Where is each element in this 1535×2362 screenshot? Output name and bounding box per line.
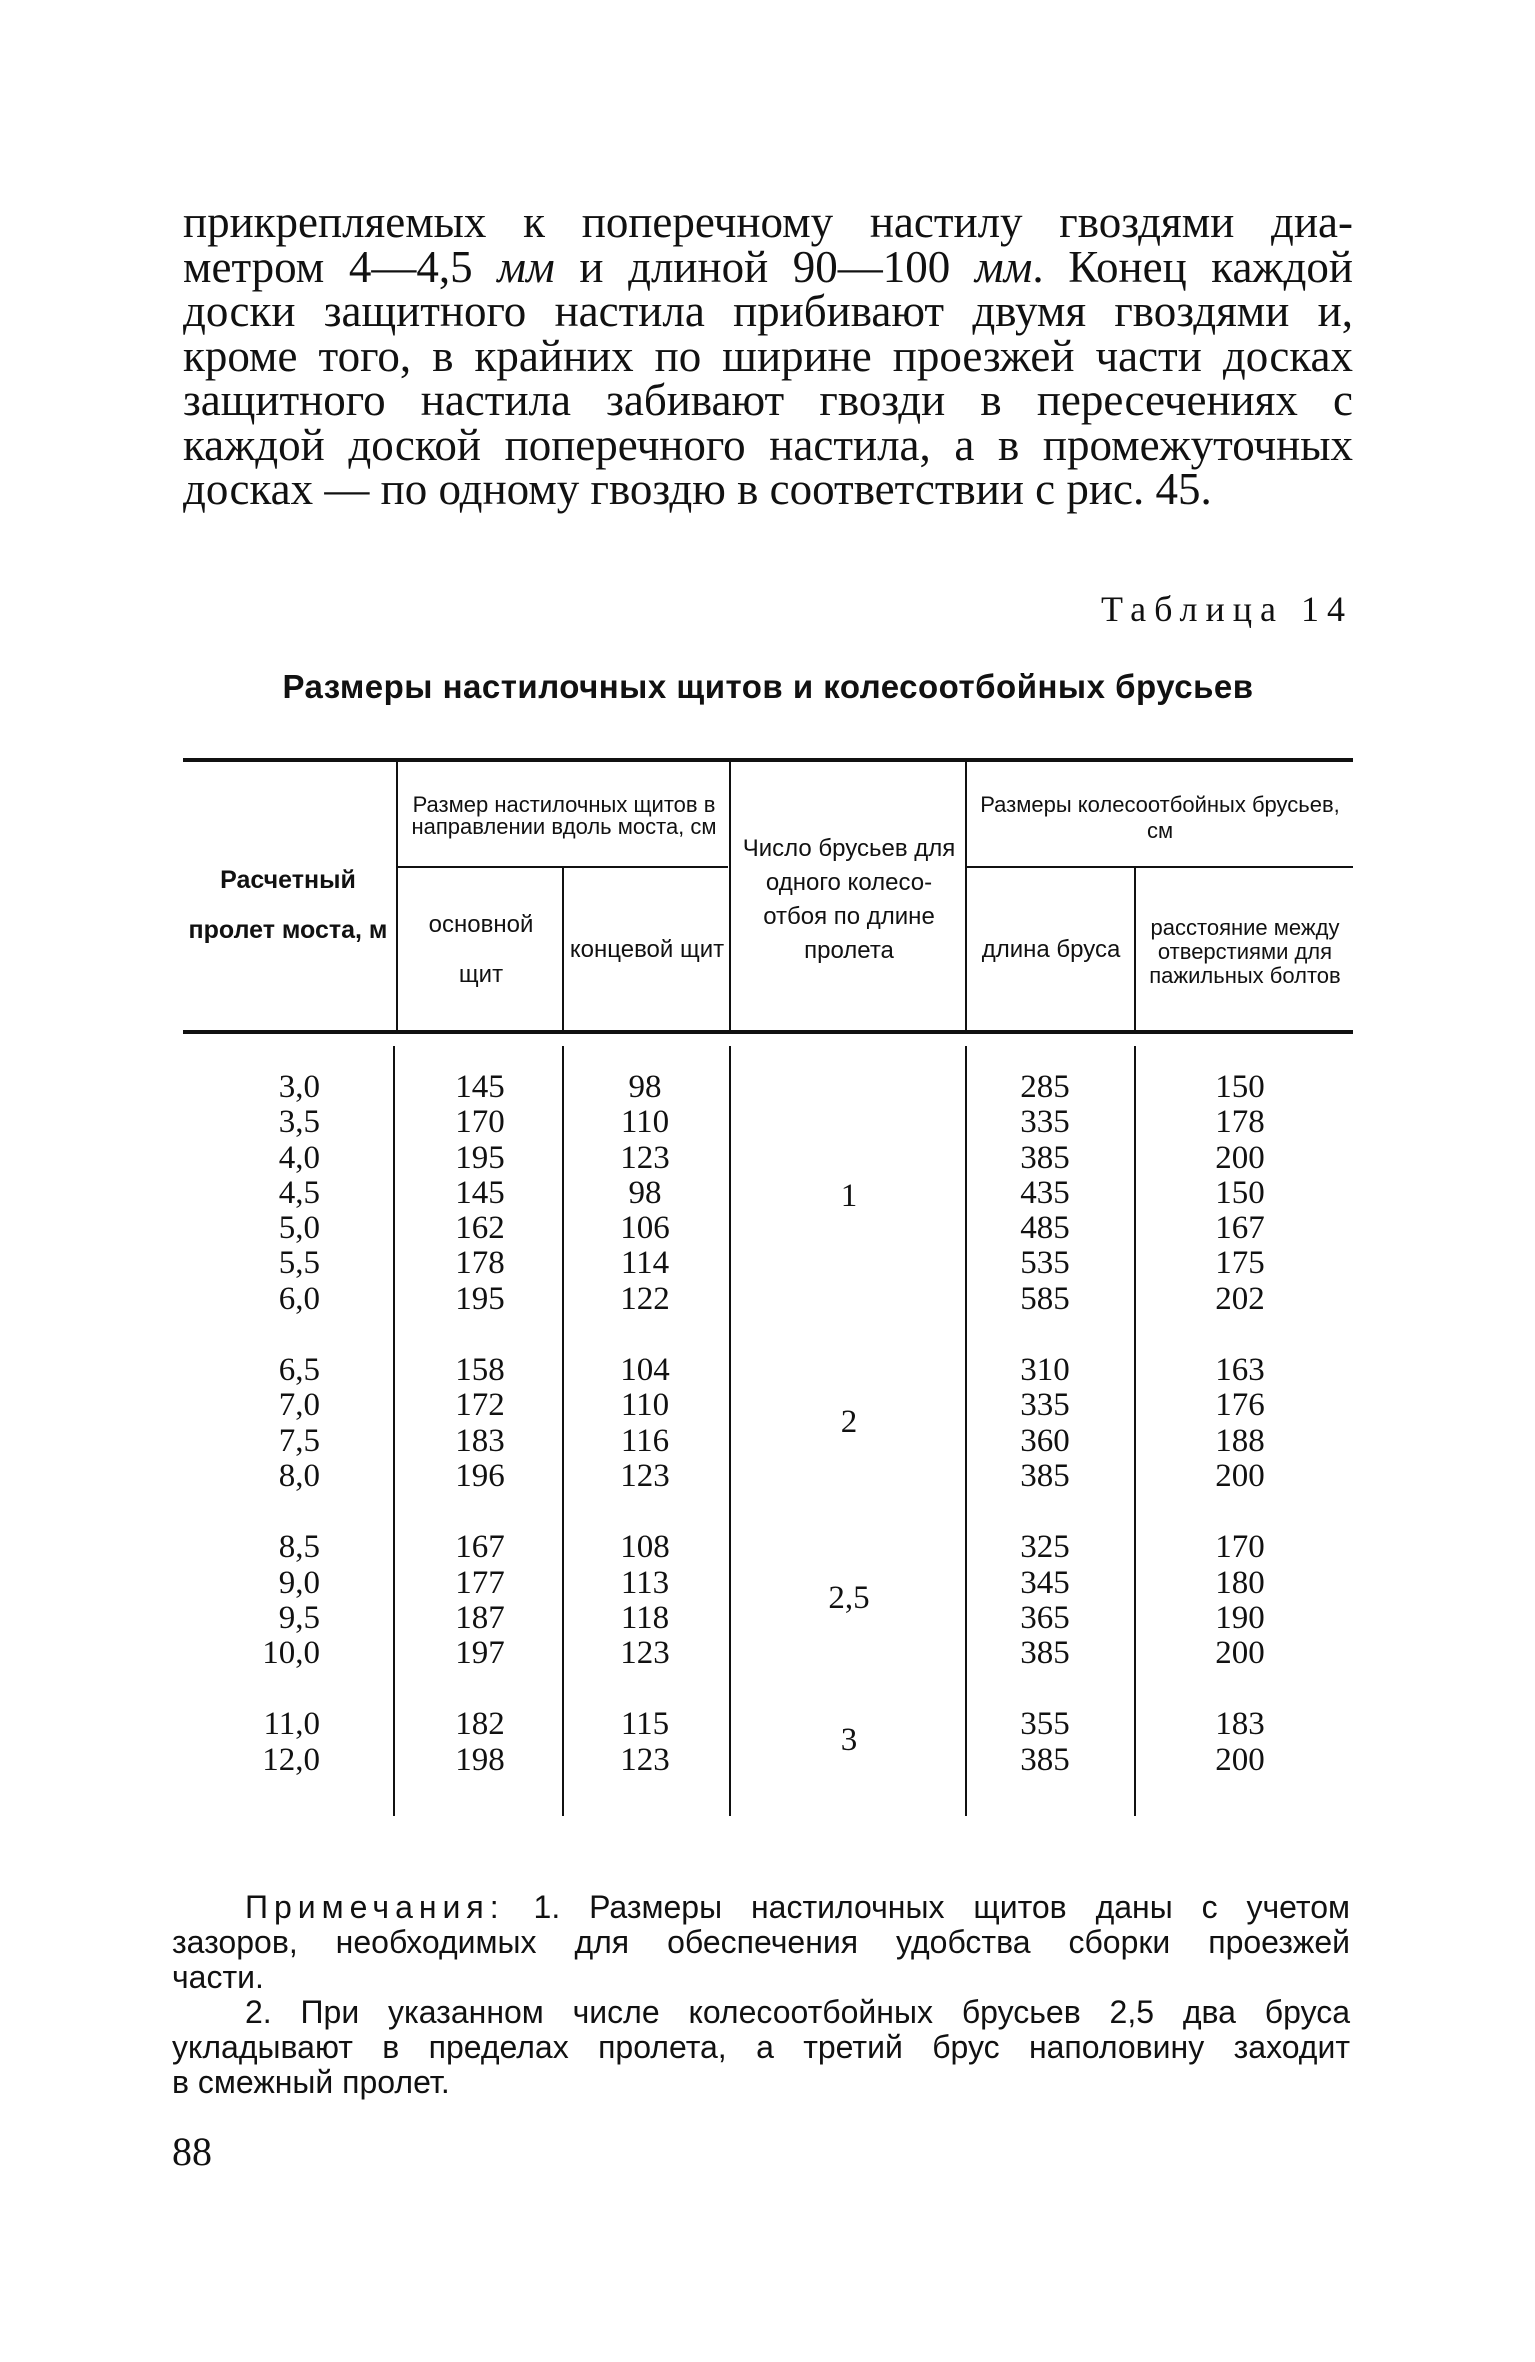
col-divider bbox=[562, 868, 564, 1030]
table-cell-main: 167 bbox=[455, 1529, 505, 1566]
group-gap bbox=[575, 1494, 715, 1530]
group-gap bbox=[200, 1671, 320, 1707]
intro-paragraph bbox=[183, 197, 1353, 514]
table-cell-end: 123 bbox=[620, 1635, 670, 1672]
header-hole-distance: расстояние между отверстиями для пажильных болтов bbox=[1149, 915, 1341, 988]
header-beam-length: длина бруса bbox=[981, 936, 1121, 963]
table-cell-length: 365 bbox=[1020, 1599, 1070, 1636]
table-cell-main: 183 bbox=[455, 1422, 505, 1459]
table-cell-main: 195 bbox=[455, 1280, 505, 1317]
table-cell-end: 106 bbox=[620, 1210, 670, 1247]
table-cell-span: 7,0 bbox=[278, 1387, 320, 1424]
table-cell-span: 8,0 bbox=[278, 1457, 320, 1494]
count-cell: 1 bbox=[840, 1178, 858, 1214]
group-gap bbox=[1165, 1494, 1315, 1530]
table-cell-length: 355 bbox=[1020, 1706, 1070, 1743]
table-cell-length: 325 bbox=[1020, 1529, 1070, 1566]
header-count: Число брусьев для одного колесо-отбоя по длине пролета bbox=[742, 835, 956, 964]
table-cell-main: 177 bbox=[455, 1564, 505, 1601]
group-gap bbox=[200, 1494, 320, 1530]
table-cell-span: 6,0 bbox=[278, 1280, 320, 1317]
table-cell-end: 98 bbox=[628, 1174, 662, 1211]
table-cell-main: 170 bbox=[455, 1104, 505, 1141]
table-label: Таблица 14 bbox=[1101, 589, 1353, 629]
table-cell-main: 145 bbox=[455, 1069, 505, 1105]
table-cell-span: 11,0 bbox=[263, 1706, 320, 1743]
table-cell-span: 3,0 bbox=[278, 1069, 320, 1105]
header-bottom-rule bbox=[183, 1030, 1353, 1034]
col-divider bbox=[729, 762, 731, 1030]
table-cell-main: 182 bbox=[455, 1706, 505, 1743]
table-cell-length: 335 bbox=[1020, 1104, 1070, 1141]
table-cell-main: 197 bbox=[455, 1635, 505, 1672]
table-cell-end: 115 bbox=[620, 1706, 670, 1743]
table-cell-main: 198 bbox=[455, 1741, 505, 1778]
col-divider bbox=[1134, 1046, 1136, 1816]
table-cell-holes: 150 bbox=[1215, 1069, 1265, 1105]
table-cell-span: 8,5 bbox=[278, 1529, 320, 1566]
col-divider bbox=[562, 1046, 564, 1816]
table-cell-holes: 178 bbox=[1215, 1104, 1265, 1141]
table-cell-length: 535 bbox=[1020, 1245, 1070, 1282]
table-cell-end: 122 bbox=[620, 1280, 670, 1317]
table-cell-span: 10,0 bbox=[262, 1635, 320, 1672]
note-line: 2. При указанном числе колесоотбойных брусьев 2,5 два бруса bbox=[245, 1994, 1350, 2030]
note-line: части. bbox=[172, 1959, 264, 1995]
count-cell: 2,5 bbox=[828, 1580, 870, 1616]
intro-line: защитного настила забивают гвозди в пересечениях с bbox=[183, 375, 1353, 425]
table-cell-length: 485 bbox=[1020, 1210, 1070, 1247]
table-cell-length: 385 bbox=[1020, 1139, 1070, 1176]
group-gap bbox=[575, 1317, 715, 1353]
table-cell-length: 360 bbox=[1020, 1422, 1070, 1459]
table-cell-span: 7,5 bbox=[278, 1422, 320, 1459]
table-cell-holes: 180 bbox=[1215, 1564, 1265, 1601]
table-cell-holes: 170 bbox=[1215, 1529, 1265, 1566]
table-cell-end: 104 bbox=[620, 1352, 670, 1389]
group-gap bbox=[975, 1494, 1115, 1530]
col-divider bbox=[965, 762, 967, 1030]
table-cell-end: 116 bbox=[620, 1422, 670, 1459]
group-gap bbox=[1165, 1317, 1315, 1353]
col-divider bbox=[393, 1046, 395, 1816]
table-cell-length: 335 bbox=[1020, 1387, 1070, 1424]
table-cell-holes: 190 bbox=[1215, 1599, 1265, 1636]
table-cell-holes: 200 bbox=[1215, 1635, 1265, 1672]
beam-subheader-rule bbox=[967, 866, 1353, 868]
table-cell-span: 9,0 bbox=[278, 1564, 320, 1601]
table-top-rule bbox=[183, 758, 1353, 762]
header-main-panel: основной щит bbox=[428, 911, 534, 988]
col-divider bbox=[396, 762, 398, 1030]
table-cell-span: 5,0 bbox=[278, 1210, 320, 1247]
table-cell-span: 9,5 bbox=[278, 1599, 320, 1636]
table-cell-main: 178 bbox=[455, 1245, 505, 1282]
table-cell-main: 187 bbox=[455, 1599, 505, 1636]
col-divider bbox=[1134, 868, 1136, 1030]
table-cell-end: 123 bbox=[620, 1457, 670, 1494]
header-panel-group: Размер настилочных щитов в направлении вдоль моста, см bbox=[411, 792, 717, 839]
count-cell: 2 bbox=[840, 1404, 858, 1440]
table-cell-end: 123 bbox=[620, 1139, 670, 1176]
column-length bbox=[975, 1070, 1115, 1778]
table-cell-length: 310 bbox=[1020, 1352, 1070, 1389]
page-number: 88 bbox=[172, 2129, 212, 2174]
table-cell-length: 385 bbox=[1020, 1741, 1070, 1778]
table-cell-holes: 167 bbox=[1215, 1210, 1265, 1247]
intro-line: досках — по одному гвоздю в соответствии с рис. 45. bbox=[183, 464, 1212, 514]
column-holes bbox=[1165, 1070, 1315, 1778]
table-cell-holes: 175 bbox=[1215, 1245, 1265, 1282]
group-gap bbox=[975, 1317, 1115, 1353]
table-cell-span: 4,5 bbox=[278, 1174, 320, 1211]
intro-line: метром 4—4,5 мм и длиной 90—100 мм. Конец каждой bbox=[183, 241, 1353, 292]
table-cell-holes: 188 bbox=[1215, 1422, 1265, 1459]
table-cell-span: 4,0 bbox=[278, 1139, 320, 1176]
table-cell-main: 145 bbox=[455, 1174, 505, 1211]
table-cell-end: 113 bbox=[620, 1564, 670, 1601]
column-end bbox=[575, 1070, 715, 1778]
table-cell-main: 162 bbox=[455, 1210, 505, 1247]
table-cell-span: 12,0 bbox=[262, 1741, 320, 1778]
table-cell-length: 585 bbox=[1020, 1280, 1070, 1317]
group-gap bbox=[410, 1671, 550, 1707]
note-line: зазоров, необходимых для обеспечения удобства сборки проезжей bbox=[172, 1924, 1350, 1960]
table-cell-end: 123 bbox=[620, 1741, 670, 1778]
table-cell-end: 110 bbox=[620, 1104, 670, 1141]
table-cell-end: 114 bbox=[620, 1245, 670, 1282]
table-cell-holes: 202 bbox=[1215, 1280, 1265, 1317]
intro-line: доски защитного настила прибивают двумя гвоздями и, bbox=[183, 286, 1353, 336]
group-gap bbox=[200, 1317, 320, 1353]
table-cell-main: 158 bbox=[455, 1352, 505, 1389]
table-cell-main: 195 bbox=[455, 1139, 505, 1176]
table-cell-length: 285 bbox=[1020, 1069, 1070, 1105]
table-cell-holes: 200 bbox=[1215, 1741, 1265, 1778]
group-gap bbox=[1165, 1671, 1315, 1707]
group-gap bbox=[575, 1671, 715, 1707]
group-gap bbox=[975, 1671, 1115, 1707]
count-cell: 3 bbox=[840, 1722, 858, 1758]
intro-line: прикрепляемых к поперечному настилу гвоздями диа- bbox=[183, 197, 1353, 247]
table-cell-holes: 200 bbox=[1215, 1139, 1265, 1176]
table-cell-end: 110 bbox=[620, 1387, 670, 1424]
column-span bbox=[200, 1070, 320, 1778]
header-span: Расчетный пролет моста, м bbox=[188, 866, 388, 944]
table-cell-holes: 150 bbox=[1215, 1174, 1265, 1211]
table-cell-length: 435 bbox=[1020, 1174, 1070, 1211]
table-cell-length: 385 bbox=[1020, 1635, 1070, 1672]
note-line: Примечания: 1. Размеры настилочных щитов даны с учетом bbox=[245, 1889, 1350, 1925]
table-cell-span: 3,5 bbox=[278, 1104, 320, 1141]
group-gap bbox=[410, 1494, 550, 1530]
table-cell-main: 196 bbox=[455, 1457, 505, 1494]
table-cell-holes: 176 bbox=[1215, 1387, 1265, 1424]
intro-line: кроме того, в крайних по ширине проезжей части досках bbox=[183, 330, 1353, 381]
table-cell-length: 345 bbox=[1020, 1564, 1070, 1601]
table-cell-holes: 200 bbox=[1215, 1457, 1265, 1494]
column-main bbox=[410, 1070, 550, 1778]
note-line: в смежный пролет. bbox=[172, 2064, 450, 2100]
table-cell-end: 98 bbox=[628, 1069, 662, 1105]
group-gap bbox=[410, 1317, 550, 1353]
note-line: укладывают в пределах пролета, а третий брус наполовину заходит bbox=[172, 2029, 1350, 2065]
header-end-panel: концевой щит bbox=[569, 936, 725, 963]
table-cell-main: 172 bbox=[455, 1387, 505, 1424]
table-cell-holes: 183 bbox=[1215, 1706, 1265, 1743]
table-cell-span: 5,5 bbox=[278, 1245, 320, 1282]
col-divider bbox=[729, 1046, 731, 1816]
table-cell-holes: 163 bbox=[1215, 1352, 1265, 1389]
table-cell-end: 118 bbox=[620, 1599, 670, 1636]
header-beam-group: Размеры колесоотбойных брусьев, см bbox=[980, 792, 1340, 843]
col-divider bbox=[965, 1046, 967, 1816]
intro-line: каждой доской поперечного настила, а в промежуточных bbox=[183, 419, 1353, 470]
notes bbox=[172, 1890, 1350, 2100]
table-cell-end: 108 bbox=[620, 1529, 670, 1566]
table-cell-length: 385 bbox=[1020, 1457, 1070, 1494]
table-title: Размеры настилочных щитов и колесоотбойных брусьев bbox=[282, 668, 1254, 705]
table-cell-span: 6,5 bbox=[278, 1352, 320, 1389]
